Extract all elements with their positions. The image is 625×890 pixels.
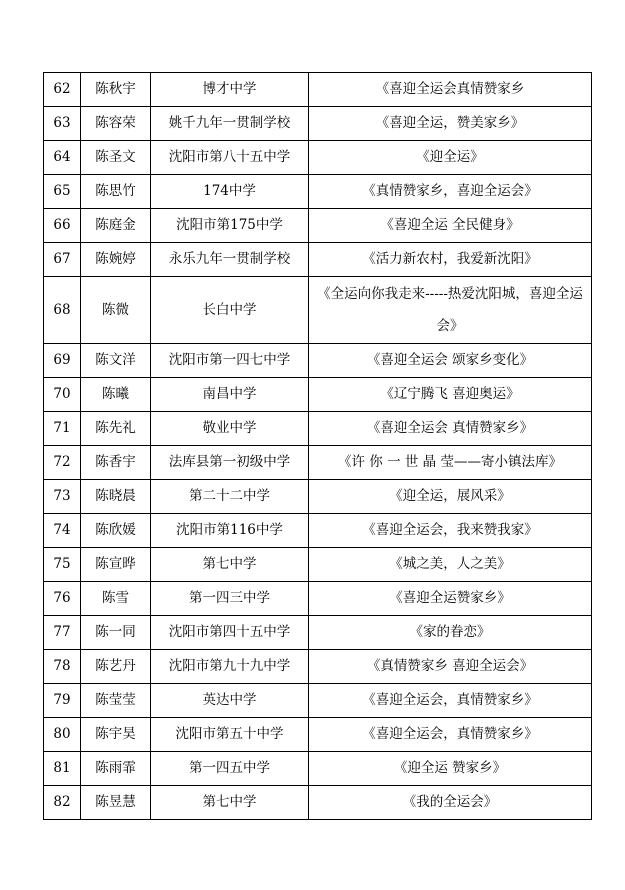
work-title: 《喜迎全运，赞美家乡》 [309, 107, 592, 141]
work-title: 《迎全运 赞家乡》 [309, 752, 592, 786]
school-name: 法库县第一初级中学 [151, 446, 309, 480]
student-name: 陈一同 [81, 616, 151, 650]
school-name: 英达中学 [151, 684, 309, 718]
student-name: 陈雪 [81, 582, 151, 616]
school-name: 沈阳市第175中学 [151, 209, 309, 243]
table-row [44, 378, 592, 412]
row-number: 81 [44, 752, 81, 786]
student-name: 陈曦 [81, 378, 151, 412]
table-row [44, 684, 592, 718]
table-row [44, 446, 592, 480]
table-row [44, 650, 592, 684]
student-name: 陈微 [81, 277, 151, 344]
table-row [44, 209, 592, 243]
work-title: 《喜迎全运会真情赞家乡 [309, 73, 592, 107]
student-name: 陈宣晔 [81, 548, 151, 582]
row-number: 78 [44, 650, 81, 684]
school-name: 沈阳市第五十中学 [151, 718, 309, 752]
work-title: 《家的眷恋》 [309, 616, 592, 650]
work-title: 《喜迎全运会，真情赞家乡》 [309, 684, 592, 718]
school-name: 长白中学 [151, 277, 309, 344]
row-number: 72 [44, 446, 81, 480]
row-number: 75 [44, 548, 81, 582]
row-number: 73 [44, 480, 81, 514]
student-name: 陈昱慧 [81, 786, 151, 820]
work-title: 《喜迎全运赞家乡》 [309, 582, 592, 616]
row-number: 77 [44, 616, 81, 650]
student-name: 陈香宇 [81, 446, 151, 480]
student-name: 陈秋宇 [81, 73, 151, 107]
table-row [44, 480, 592, 514]
work-title: 《全运向你我走来-----热爱沈阳城，喜迎全运会》 [309, 277, 592, 344]
row-number: 64 [44, 141, 81, 175]
table-row [44, 277, 592, 344]
table-row [44, 786, 592, 820]
student-name: 陈庭金 [81, 209, 151, 243]
school-name: 沈阳市第116中学 [151, 514, 309, 548]
work-title: 《我的全运会》 [309, 786, 592, 820]
table-row [44, 412, 592, 446]
row-number: 76 [44, 582, 81, 616]
work-title: 《活力新农村，我爱新沈阳》 [309, 243, 592, 277]
student-name: 陈晓晨 [81, 480, 151, 514]
work-title: 《辽宁腾飞 喜迎奥运》 [309, 378, 592, 412]
student-name: 陈雨霏 [81, 752, 151, 786]
student-name: 陈圣文 [81, 141, 151, 175]
school-name: 第二十二中学 [151, 480, 309, 514]
row-number: 70 [44, 378, 81, 412]
table-row [44, 73, 592, 107]
school-name: 第七中学 [151, 786, 309, 820]
row-number: 82 [44, 786, 81, 820]
school-name: 沈阳市第四十五中学 [151, 616, 309, 650]
work-title: 《喜迎全运会，我来赞我家》 [309, 514, 592, 548]
student-name: 陈婉婷 [81, 243, 151, 277]
work-title: 《喜迎全运会 颂家乡变化》 [309, 344, 592, 378]
work-title: 《许 你 一 世 晶 莹——寄小镇法库》 [309, 446, 592, 480]
student-name: 陈艺丹 [81, 650, 151, 684]
table-row [44, 175, 592, 209]
student-name: 陈先礼 [81, 412, 151, 446]
work-title: 《城之美，人之美》 [309, 548, 592, 582]
work-title: 《迎全运》 [309, 141, 592, 175]
school-name: 姚千九年一贯制学校 [151, 107, 309, 141]
school-name: 永乐九年一贯制学校 [151, 243, 309, 277]
student-name: 陈文洋 [81, 344, 151, 378]
school-name: 第一四三中学 [151, 582, 309, 616]
work-title: 《喜迎全运会，真情赞家乡》 [309, 718, 592, 752]
row-number: 62 [44, 73, 81, 107]
table-row [44, 141, 592, 175]
work-title: 《喜迎全运会 真情赞家乡》 [309, 412, 592, 446]
work-title: 《真情赞家乡 喜迎全运会》 [309, 650, 592, 684]
table-row [44, 718, 592, 752]
table-row [44, 243, 592, 277]
table-row [44, 752, 592, 786]
student-name: 陈欣媛 [81, 514, 151, 548]
table-row [44, 616, 592, 650]
row-number: 67 [44, 243, 81, 277]
student-name: 陈容荣 [81, 107, 151, 141]
entries-table [43, 72, 592, 820]
school-name: 第七中学 [151, 548, 309, 582]
school-name: 第一四五中学 [151, 752, 309, 786]
row-number: 79 [44, 684, 81, 718]
work-title: 《真情赞家乡，喜迎全运会》 [309, 175, 592, 209]
school-name: 174中学 [151, 175, 309, 209]
student-name: 陈宇昊 [81, 718, 151, 752]
school-name: 博才中学 [151, 73, 309, 107]
row-number: 66 [44, 209, 81, 243]
school-name: 南昌中学 [151, 378, 309, 412]
school-name: 敬业中学 [151, 412, 309, 446]
student-name: 陈莹莹 [81, 684, 151, 718]
row-number: 71 [44, 412, 81, 446]
school-name: 沈阳市第八十五中学 [151, 141, 309, 175]
table-row [44, 514, 592, 548]
school-name: 沈阳市第九十九中学 [151, 650, 309, 684]
student-name: 陈思竹 [81, 175, 151, 209]
table-row [44, 582, 592, 616]
table-row [44, 107, 592, 141]
school-name: 沈阳市第一四七中学 [151, 344, 309, 378]
row-number: 74 [44, 514, 81, 548]
row-number: 63 [44, 107, 81, 141]
row-number: 68 [44, 277, 81, 344]
row-number: 65 [44, 175, 81, 209]
table-row [44, 548, 592, 582]
row-number: 80 [44, 718, 81, 752]
work-title: 《迎全运，展风采》 [309, 480, 592, 514]
row-number: 69 [44, 344, 81, 378]
table-row [44, 344, 592, 378]
work-title: 《喜迎全运 全民健身》 [309, 209, 592, 243]
